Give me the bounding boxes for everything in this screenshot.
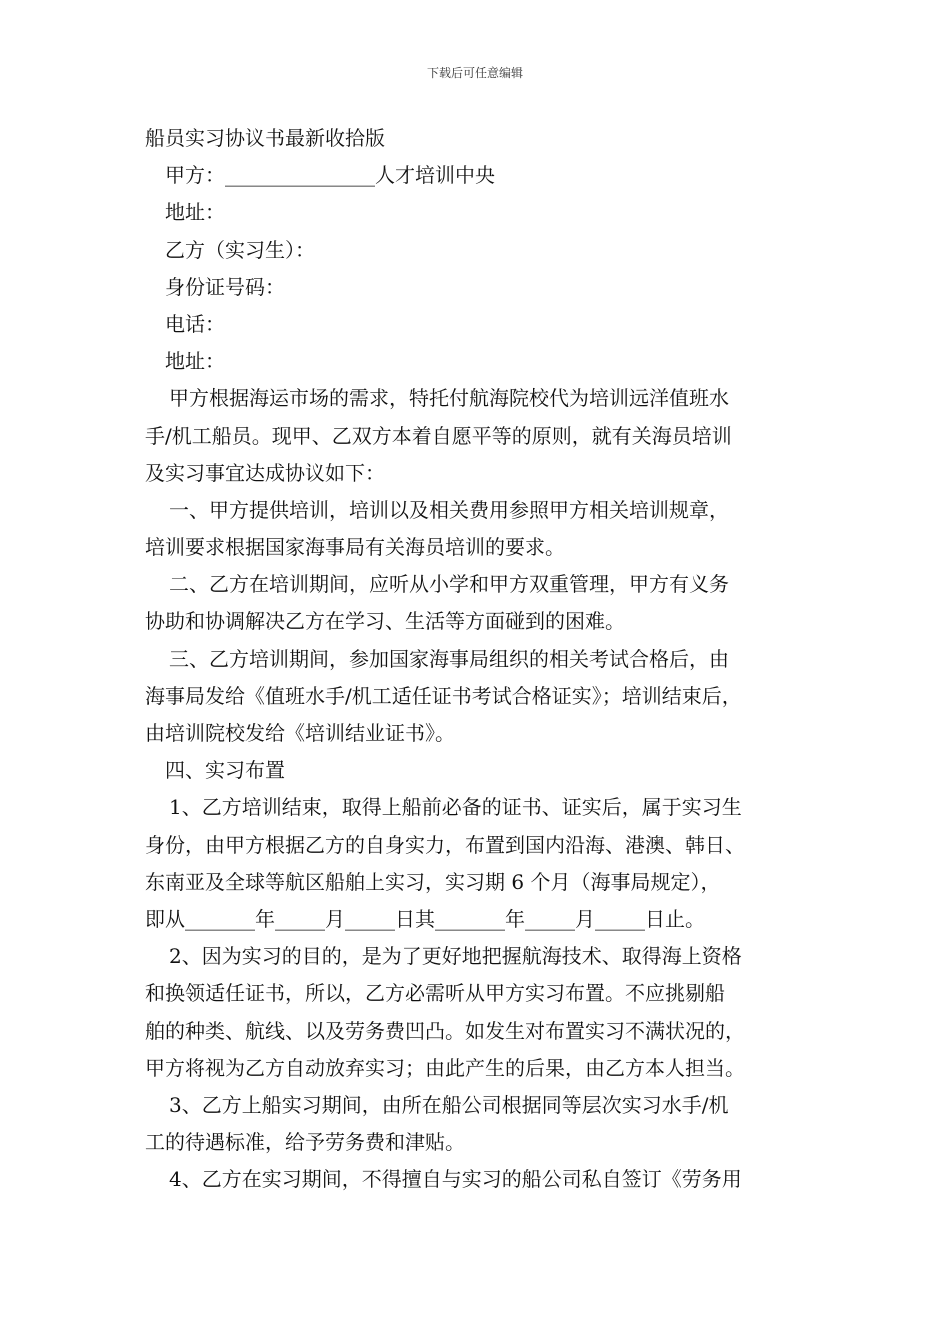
document-line: 四、实习布置 [165,758,285,783]
document-line: 3、乙方上船实习期间，由所在船公司根据同等层次实习水手/机 [169,1092,729,1117]
document-title: 船员实习协议书最新收拾版 [145,126,385,150]
document-line: 海事局发给《值班水手/机工适任证书考试合格证实》；培训结束后， [145,683,742,708]
document-line: 二、乙方在培训期间，应听从小学和甲方双重管理，甲方有义务 [169,572,729,597]
page-header-note: 下载后可任意编辑 [426,66,523,80]
document-line: 地址： [165,349,225,374]
document-line: 协助和协调解决乙方在学习、生活等方面碰到的困难。 [145,609,625,634]
document-line: 由培训院校发给《培训结业证书》。 [145,721,455,745]
document-line: 工的待遇标准，给予劳务费和津贴。 [145,1130,465,1155]
document-line: 甲方根据海运市场的需求，特托付航海院校代为培训远洋值班水 [169,386,729,411]
document-line: 东南亚及全球等航区船舶上实习，实习期 6 个月（海事局规定）， [145,869,721,894]
document-line: 乙方（实习生）： [165,237,315,262]
document-line: 一、甲方提供培训，培训以及相关费用参照甲方相关培训规章， [169,497,729,522]
document-line: 手/机工船员。现甲、乙双方本着自愿平等的原则，就有关海员培训 [145,423,732,448]
document-line: 舶的种类、航线、以及劳务费凹凸。如发生对布置实习不满状况的， [145,1018,745,1043]
document-line: 1、乙方培训结束，取得上船前必备的证书、证实后，属于实习生 [169,795,742,820]
document-line: 身份证号码： [165,274,285,299]
document-line: 培训要求根据国家海事局有关海员培训的要求。 [145,535,565,560]
document-line: 4、乙方在实习期间，不得擅自与实习的船公司私自签订《劳务用 [169,1167,742,1192]
document-line: 地址： [165,200,225,225]
document-line: 甲方：_______________人才培训中央 [165,163,495,188]
document-line: 2、因为实习的目的，是为了更好地把握航海技术、取得海上资格 [169,944,742,969]
document-body [145,120,825,1198]
document-line: 及实习事宜达成协议如下： [145,460,385,485]
document-line: 身份，由甲方根据乙方的自身实力，布置到国内沿海、港澳、韩日、 [145,832,745,857]
document-line: 甲方将视为乙方自动放弃实习；由此产生的后果，由乙方本人担当。 [145,1055,745,1080]
document-line: 电话： [165,311,225,336]
document-line: 三、乙方培训期间，参加国家海事局组织的相关考试合格后，由 [169,646,729,671]
document-line: 即从_______年_____月_____日其_______年_____月_____日止。 [145,906,705,931]
document-line: 和换领适任证书，所以，乙方必需听从甲方实习布置。不应挑剔船 [145,981,725,1006]
